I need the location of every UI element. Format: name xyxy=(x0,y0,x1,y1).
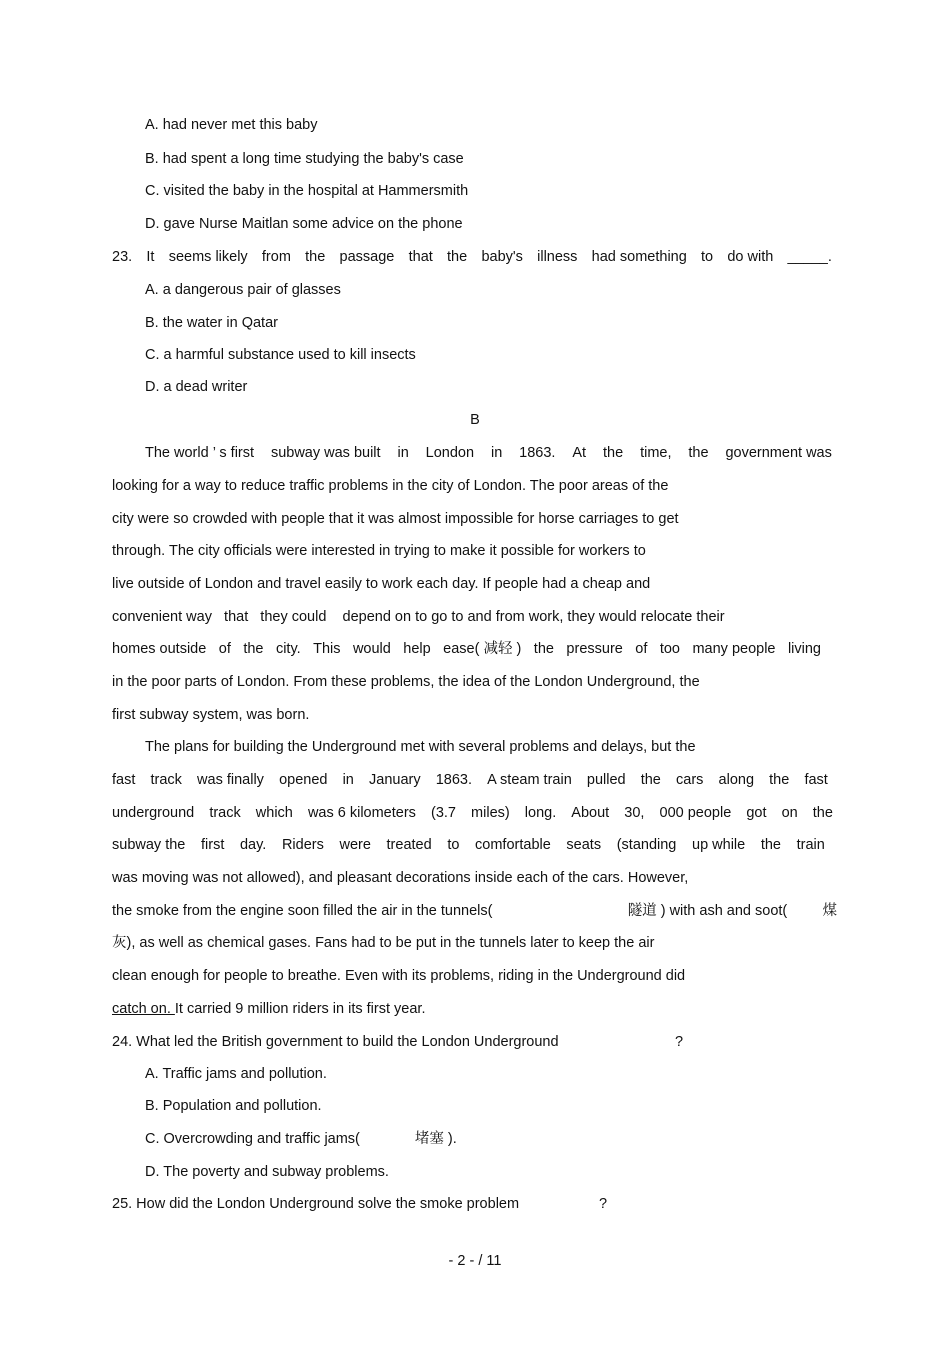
passage-line: 灰), as well as chemical gases. Fans had to be put in the tunnels later to keep the air xyxy=(112,935,655,951)
q25-question-mark: ? xyxy=(599,1196,608,1212)
passage-line: fast track was finally opened in January 1863. A steam train pulled the cars along the fast xyxy=(112,772,828,788)
passage-line: catch on. It carried 9 million riders in its first year. xyxy=(112,1001,426,1017)
passage-line: subway the first day. Riders were treated to comfortable seats (standing up while the train xyxy=(112,837,825,853)
q23-option-a: A. a dangerous pair of glasses xyxy=(145,282,341,298)
q24-option-d: D. The poverty and subway problems. xyxy=(145,1164,389,1180)
q22-option-c: C. visited the baby in the hospital at Hammersmith xyxy=(145,183,469,199)
q23-option-b: B. the water in Qatar xyxy=(145,315,278,331)
section-heading: B xyxy=(470,412,480,428)
passage-line: through. The city officials were interested in trying to make it possible for workers to xyxy=(112,543,646,559)
q23-stem: 23. It seems likely from the passage that the baby's illness had something to do with _____. xyxy=(112,249,832,265)
q23-option-c: C. a harmful substance used to kill insects xyxy=(145,347,416,363)
passage-line: The world ’ s first subway was built in London in 1863. At the time, the government was xyxy=(145,445,832,461)
passage-line: city were so crowded with people that it was almost impossible for horse carriages to get xyxy=(112,511,679,527)
page-number: - 2 - / 11 xyxy=(448,1253,502,1269)
q24-option-b: B. Population and pollution. xyxy=(145,1098,322,1114)
q23-option-d: D. a dead writer xyxy=(145,379,248,395)
passage-line: first subway system, was born. xyxy=(112,707,310,723)
passage-line: The plans for building the Underground met with several problems and delays, but the xyxy=(145,739,696,755)
q24-stem: 24. What led the British government to build the London Underground xyxy=(112,1034,559,1050)
q22-option-b: B. had spent a long time studying the baby's case xyxy=(145,151,464,167)
passage-line: convenient way that they could depend on to go to and from work, they would relocate their xyxy=(112,609,725,625)
passage-line: was moving was not allowed), and pleasant decorations inside each of the cars. However, xyxy=(112,870,689,886)
passage-line: in the poor parts of London. From these problems, the idea of the London Underground, the xyxy=(112,674,700,690)
underlined-phrase: catch on. xyxy=(112,1001,175,1017)
q25-stem: 25. How did the London Underground solve the smoke problem xyxy=(112,1196,520,1212)
passage-line: the smoke from the engine soon filled the air in the tunnels( 隧道 ) with ash and soot( 煤 xyxy=(112,903,837,919)
passage-line: clean enough for people to breathe. Even with its problems, riding in the Underground did xyxy=(112,968,686,984)
q24-question-mark: ? xyxy=(675,1034,684,1050)
q24-option-c: C. Overcrowding and traffic jams( 堵塞 ). xyxy=(145,1131,457,1147)
q24-option-a: A. Traffic jams and pollution. xyxy=(145,1066,327,1082)
passage-line: underground track which was 6 kilometers (3.7 miles) long. About 30, 000 people got on the xyxy=(112,805,833,821)
passage-line: homes outside of the city. This would help ease( 减轻 ) the pressure of too many people living xyxy=(112,641,821,657)
passage-line: looking for a way to reduce traffic problems in the city of London. The poor areas of the xyxy=(112,478,669,494)
q22-option-d: D. gave Nurse Maitlan some advice on the phone xyxy=(145,216,463,232)
passage-line: live outside of London and travel easily to work each day. If people had a cheap and xyxy=(112,576,651,592)
q22-option-a: A. had never met this baby xyxy=(145,117,318,133)
